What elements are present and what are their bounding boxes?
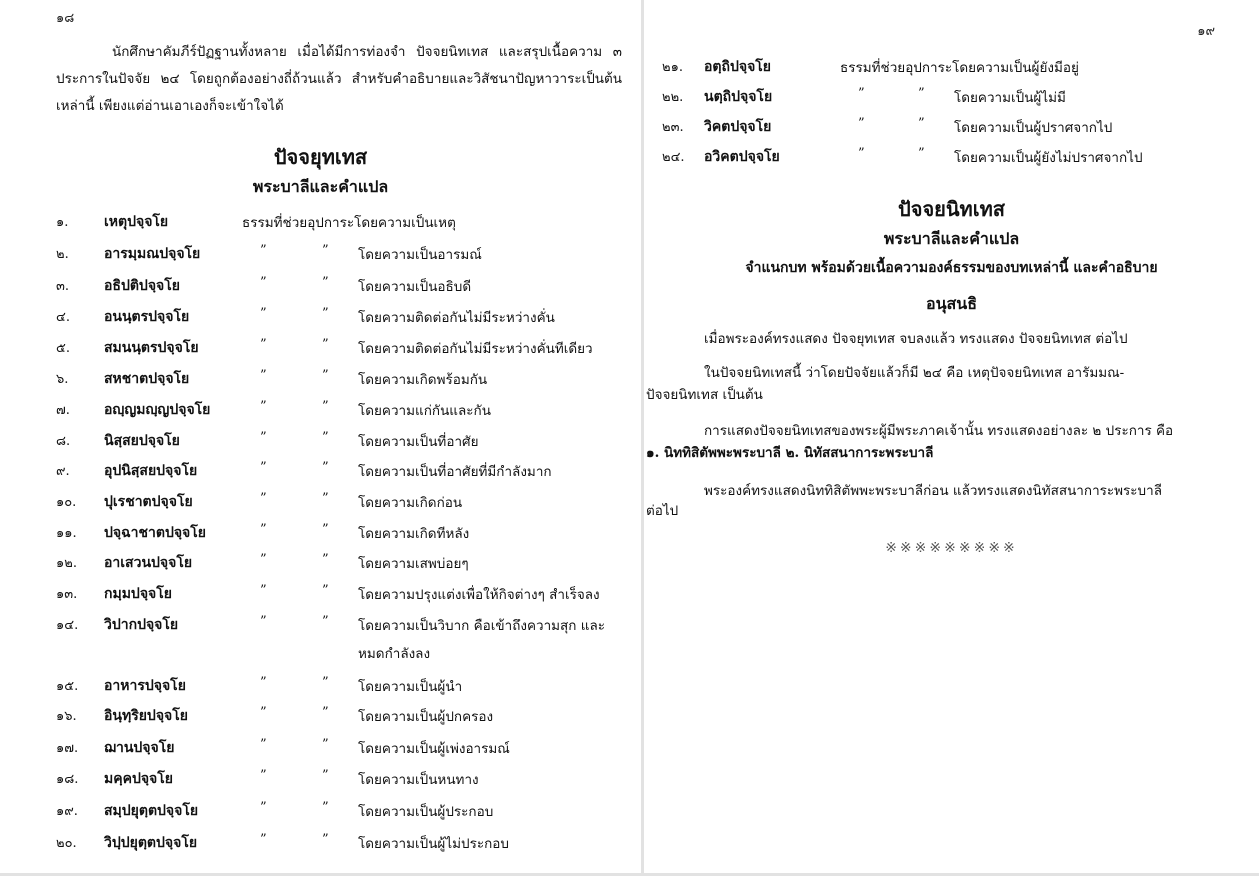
paccaya-meaning: โดยความเป็นที่อาศัย <box>358 434 479 450</box>
item-number: ๒๓. <box>662 120 684 135</box>
paccaya-meaning: โดยความเป็นผู้ยังไม่ปราศจากไป <box>954 150 1143 166</box>
paccaya-meaning: โดยความเป็นที่อาศัยที่มีกำลังมาก <box>358 464 552 480</box>
item-number: ๒๔. <box>662 150 685 165</box>
intro-paragraph <box>56 39 622 120</box>
item-number: ๗. <box>56 403 70 418</box>
paccaya-name: อุปนิสฺสยปจฺจโย <box>104 463 198 479</box>
paccaya-meaning: โดยความติดต่อกันไม่มีระหว่างคั่นทีเดียว <box>358 341 593 357</box>
paccaya-name: วิปฺปยุตฺตปจฺจโย <box>104 835 198 851</box>
paccaya-name: นิสฺสยปจฺจโย <box>104 433 180 449</box>
ditto-mark: ” <box>322 275 329 290</box>
right-page <box>644 0 1259 873</box>
ditto-mark: ” <box>322 243 329 258</box>
ditto-mark: ” <box>322 583 329 598</box>
item-number: ๙. <box>56 464 70 479</box>
section-heading: ปัจจยนิทเทส <box>898 197 1005 221</box>
paccaya-meaning: โดยความเสพบ่อยๆ <box>358 556 469 572</box>
paccaya-meaning: โดยความเป็นผู้นำ <box>358 679 463 695</box>
ditto-mark: ” <box>260 583 267 598</box>
paccaya-meaning: โดยความเป็นผู้ปกครอง <box>358 709 494 725</box>
ditto-mark: ” <box>260 430 267 445</box>
item-number: ๒๒. <box>662 90 684 105</box>
paccaya-row <box>56 552 636 582</box>
paccaya-row <box>56 399 636 429</box>
paccaya-name: วิคตปจฺจโย <box>704 119 772 135</box>
item-number: ๑๕. <box>56 679 79 694</box>
paccaya-row <box>662 86 1252 116</box>
page-number: ๑๙ <box>1197 24 1215 39</box>
item-number: ๖. <box>56 372 69 387</box>
paccaya-name: อาหารปจฺจโย <box>104 678 186 694</box>
paccaya-meaning: โดยความเป็นอธิบดี <box>358 279 472 295</box>
ditto-mark: ” <box>322 337 329 352</box>
paccaya-name: สมฺปยุตฺตปจฺจโย <box>104 803 199 819</box>
paccaya-meaning: โดยความเป็นอารมณ์ <box>358 247 482 263</box>
paccaya-meaning: โดยความเป็นผู้ไม่ประกอบ <box>358 836 509 852</box>
ditto-mark: ” <box>260 675 267 690</box>
ditto-mark: ” <box>260 491 267 506</box>
ditto-mark: ” <box>322 430 329 445</box>
item-number: ๘. <box>56 434 71 449</box>
paccaya-meaning: โดยความเป็นผู้เพ่งอารมณ์ <box>358 741 510 757</box>
ditto-mark: ” <box>260 737 267 752</box>
paccaya-row <box>56 430 636 460</box>
paccaya-row <box>56 768 636 798</box>
paccaya-row <box>56 583 636 613</box>
paccaya-meaning: โดยความเป็นผู้ปราศจากไป <box>954 120 1113 136</box>
item-number: ๑๘. <box>56 772 79 787</box>
item-number: ๒. <box>56 247 69 262</box>
paragraph-3-line-2: ๑. นิททิสิตัพพะพระบาลี ๒. นิทัสสนาการะพระบาลี <box>646 445 934 461</box>
section-end-stars: ※※※※※※※※※ <box>885 540 1018 556</box>
paccaya-name: มคฺคปจฺจโย <box>104 771 173 787</box>
ditto-mark: ” <box>260 368 267 383</box>
ditto-mark: ” <box>918 86 925 101</box>
ditto-mark: ” <box>260 399 267 414</box>
paccaya-row <box>56 675 636 705</box>
paccaya-name: สมนนฺตรปจฺจโย <box>104 340 199 356</box>
paragraph-3-line-1: การแสดงปัจจยนิทเทสของพระผู้มีพระภาคเจ้านั้น ทรงแสดงอย่างละ ๒ ประการ คือ <box>704 423 1174 439</box>
ditto-mark: ” <box>260 614 267 629</box>
paccaya-name: วิปากปจฺจโย <box>104 617 179 633</box>
paccaya-meaning: โดยความเป็นหนทาง <box>358 772 479 788</box>
ditto-mark: ” <box>260 522 267 537</box>
paccaya-name: อารมฺมณปจฺจโย <box>104 246 201 262</box>
item-number: ๑. <box>56 215 69 230</box>
paccaya-meaning-full: ธรรมที่ช่วยอุปการะโดยความเป็นผู้ยังมีอยู่ <box>840 60 1079 76</box>
paccaya-row <box>56 832 636 862</box>
paccaya-name: เหตุปจฺจโย <box>104 214 169 230</box>
section-subheading: พระบาลีและคำแปล <box>252 177 389 196</box>
paragraph-2-line-1: ในปัจจยนิทเทสนี้ ว่าโดยปัจจัยแล้วก็มี ๒๔ คือ เหตุปัจจยนิทเทส อารัมมณ- <box>704 365 1125 381</box>
item-number: ๓. <box>56 279 70 294</box>
item-number: ๑๔. <box>56 618 79 633</box>
ditto-mark: ” <box>260 768 267 783</box>
paccaya-name: ปจฺฉาชาตปจฺจโย <box>104 525 206 541</box>
paccaya-meaning: โดยความเกิดทีหลัง <box>358 526 470 542</box>
ditto-mark: ” <box>918 116 925 131</box>
ditto-mark: ” <box>322 399 329 414</box>
paragraph-1: เมื่อพระองค์ทรงแสดง ปัจจยุทเทส จบลงแล้ว ทรงแสดง ปัจจยนิทเทส ต่อไป <box>704 331 1128 347</box>
paragraph-4-line-2: ต่อไป <box>646 503 679 519</box>
ditto-mark: ” <box>322 800 329 815</box>
paccaya-row <box>56 705 636 735</box>
paccaya-name: ฌานปจฺจโย <box>104 740 175 756</box>
item-number: ๔. <box>56 310 70 325</box>
paccaya-meaning: โดยความเกิดก่อน <box>358 495 463 511</box>
paccaya-row <box>56 522 636 552</box>
section-subheading-detail: จำแนกบท พร้อมด้วยเนื้อความองค์ธรรมของบทเหล่านี้ และคำอธิบาย <box>745 260 1158 276</box>
paccaya-meaning-continued: หมดกำลังลง <box>358 646 431 662</box>
page-number: ๑๘ <box>56 11 75 26</box>
ditto-mark: ” <box>260 306 267 321</box>
ditto-mark: ” <box>322 675 329 690</box>
ditto-mark: ” <box>260 460 267 475</box>
paccaya-name: อาเสวนปจฺจโย <box>104 555 193 571</box>
paccaya-row <box>56 337 636 367</box>
ditto-mark: ” <box>260 800 267 815</box>
ditto-mark: ” <box>260 243 267 258</box>
paccaya-name: อธิปติปจฺจโย <box>104 278 180 294</box>
ditto-mark: ” <box>260 552 267 567</box>
item-number: ๑๓. <box>56 587 78 602</box>
ditto-mark: ” <box>858 146 865 161</box>
paccaya-row <box>56 306 636 336</box>
paccaya-row <box>662 116 1252 146</box>
ditto-mark: ” <box>858 86 865 101</box>
section-subheading: พระบาลีและคำแปล <box>883 229 1020 248</box>
ditto-mark: ” <box>322 737 329 752</box>
item-number: ๑๗. <box>56 741 79 756</box>
paccaya-meaning-full: ธรรมที่ช่วยอุปการะโดยความเป็นเหตุ <box>242 215 456 231</box>
paccaya-row <box>56 800 636 830</box>
item-number: ๑๙. <box>56 804 78 819</box>
ditto-mark: ” <box>260 275 267 290</box>
item-number: ๑๖. <box>56 709 77 724</box>
paccaya-row <box>56 614 636 662</box>
paccaya-meaning: โดยความเป็นผู้ประกอบ <box>358 804 494 820</box>
section-heading: ปัจจยุทเทส <box>273 145 368 169</box>
ditto-mark: ” <box>322 832 329 847</box>
paccaya-row <box>56 243 636 273</box>
ditto-mark: ” <box>322 552 329 567</box>
ditto-mark: ” <box>322 614 329 629</box>
paccaya-row <box>56 737 636 767</box>
paccaya-meaning: โดยความติดต่อกันไม่มีระหว่างคั่น <box>358 310 555 326</box>
ditto-mark: ” <box>322 460 329 475</box>
ditto-mark: ” <box>322 522 329 537</box>
paccaya-name: อินฺทฺริยปจฺจโย <box>104 708 188 724</box>
ditto-mark: ” <box>322 368 329 383</box>
anusandhi-title: อนุสนธิ <box>925 294 977 313</box>
ditto-mark: ” <box>260 337 267 352</box>
ditto-mark: ” <box>858 116 865 131</box>
ditto-mark: ” <box>322 491 329 506</box>
paccaya-name: สหชาตปจฺจโย <box>104 371 190 387</box>
paccaya-row <box>56 211 636 241</box>
paccaya-name: ปุเรชาตปจฺจโย <box>104 494 193 510</box>
paccaya-row <box>56 460 636 490</box>
paccaya-row <box>56 275 636 305</box>
item-number: ๑๑. <box>56 526 77 541</box>
paccaya-name: กมฺมปจฺจโย <box>104 586 172 602</box>
paccaya-row <box>56 491 636 521</box>
paccaya-row <box>56 368 636 398</box>
item-number: ๕. <box>56 341 70 356</box>
ditto-mark: ” <box>322 768 329 783</box>
ditto-mark: ” <box>260 705 267 720</box>
item-number: ๑๒. <box>56 556 77 571</box>
paccaya-row <box>662 146 1252 176</box>
paccaya-meaning: โดยความเกิดพร้อมกัน <box>358 372 488 388</box>
intro-text: นักศึกษาคัมภีร์ปัฏฐานทั้งหลาย เมื่อได้มีการท่องจำ ปัจจยนิทเทส และสรุปเนื้อความ ๓ ประการในปัจจัย ๒๔ โดยถูกต้องอย่างถี่ถ้วนแล้ว สำหรับคำอธิบายและวิสัชนาปัญหาวาระเป็นต้นเหล่านี้ เพียงแต่อ่านเอาเองก็จะเข้าใจได้ <box>56 44 622 114</box>
paccaya-row <box>662 56 1252 86</box>
ditto-mark: ” <box>918 146 925 161</box>
paccaya-meaning: โดยความปรุงแต่งเพื่อให้กิจต่างๆ สำเร็จลง <box>358 587 600 603</box>
paragraph-2-line-2: ปัจจยนิทเทส เป็นต้น <box>646 387 763 403</box>
paccaya-name: นตฺถิปจฺจโย <box>704 89 773 105</box>
ditto-mark: ” <box>322 306 329 321</box>
item-number: ๒๑. <box>662 60 683 75</box>
item-number: ๒๐. <box>56 836 77 851</box>
paccaya-meaning: โดยความเป็นวิบาก คือเข้าถึงความสุก และ <box>358 618 605 634</box>
paccaya-name: อวิคตปจฺจโย <box>704 149 780 165</box>
paccaya-name: อญฺญมญฺญปจฺจโย <box>104 402 211 418</box>
paccaya-meaning: โดยความเป็นผู้ไม่มี <box>954 90 1066 106</box>
paragraph-4-line-1: พระองค์ทรงแสดงนิททิสิตัพพะพระบาลีก่อน แล้วทรงแสดงนิทัสสนาการะพระบาลี <box>704 483 1162 499</box>
ditto-mark: ” <box>322 705 329 720</box>
item-number: ๑๐. <box>56 495 77 510</box>
ditto-mark: ” <box>260 832 267 847</box>
paccaya-meaning: โดยความแก่กันและกัน <box>358 403 491 419</box>
paccaya-name: อตฺถิปจฺจโย <box>704 59 771 75</box>
paccaya-name: อนนฺตรปจฺจโย <box>104 309 190 325</box>
